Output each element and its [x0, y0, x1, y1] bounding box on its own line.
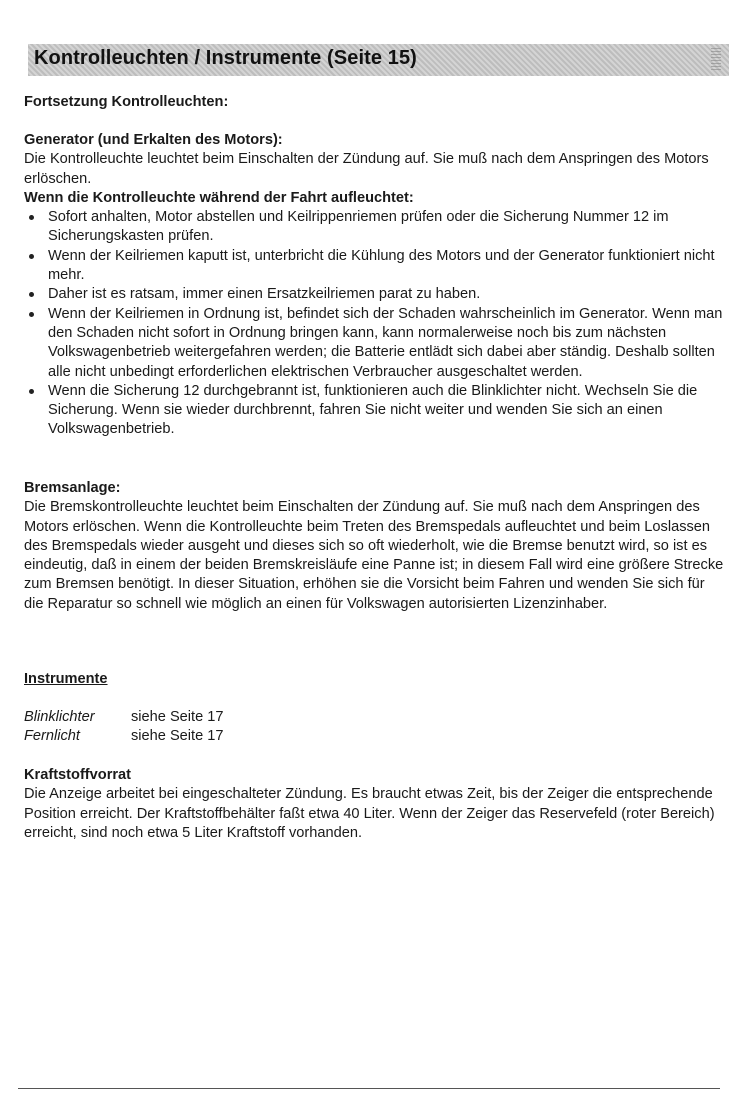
list-item — [24, 247, 724, 286]
list-item-text: Daher ist es ratsam, immer einen Ersatzkeilriemen parat zu haben. — [48, 286, 481, 303]
generator-section — [24, 131, 724, 440]
generator-subheading: Wenn die Kontrolleuchte während der Fahrt aufleuchtet: — [24, 189, 414, 206]
ref-row-blinklichter — [24, 708, 724, 727]
list-item-text: Wenn die Sicherung 12 durchgebrannt ist, funktionieren auch die Blinklichter nicht. Wechseln Sie die Sicherung. Wenn sie wieder durchbrennt, fahren Sie nicht weiter und wenden Sie sich an einen Volkswagenbetrieb. — [48, 382, 698, 438]
generator-heading: Generator (und Erkalten des Motors): — [24, 132, 283, 148]
brakes-text: Die Bremskontrolleuchte leuchtet beim Einschalten der Zündung auf. Sie muß nach dem Anspringen des Motors erlöschen. Wenn die Kontrolleuchte beim Treten des Bremspedals aufleuchtet und beim Loslassen des Bremspedals wieder ausgeht und dieses sich so oft wiederholt, wie die Bremse benutzt wird, so ist es eindeutig, daß in einem der beiden Bremskreisläufe eine Panne ist; in diesem Fall wird eine größere Strecke zum Bremsen benötigt. In dieser Situation, erhöhen sie die Vorsicht beim Fahren und wenden Sie sich für die Reparatur so schnell wie möglich an einen für Volkswagen autorisierten Lizenzinhaber. — [24, 499, 724, 612]
ref-label: Blinklichter — [24, 709, 95, 725]
list-item-text: Wenn der Keilriemen kaputt ist, unterbricht die Kühlung des Motors und der Generator funktioniert nicht mehr. — [48, 247, 715, 284]
ref-label: Fernlicht — [24, 728, 80, 745]
generator-bullet-list — [24, 208, 724, 440]
list-item — [24, 208, 724, 247]
ref-row-fernlicht — [24, 727, 724, 746]
bullet-icon — [29, 254, 34, 259]
bullet-icon — [29, 389, 34, 394]
bullet-icon — [29, 312, 34, 317]
list-item — [24, 305, 724, 382]
brakes-heading: Bremsanlage: — [24, 480, 121, 496]
footer-divider — [18, 1088, 720, 1089]
continuation-heading: Fortsetzung Kontrolleuchten: — [24, 94, 229, 110]
bullet-icon — [29, 292, 34, 297]
fuel-heading: Kraftstoffvorrat — [24, 767, 132, 783]
list-item — [24, 382, 724, 440]
list-item-text: Wenn der Keilriemen in Ordnung ist, befindet sich der Schaden wahrscheinlich im Generator. Wenn man den Schaden nicht sofort in Ordnung bringen kann, kann normalerweise noch bis zum nächsten Volkswagenbetrieb weitergefahren werden; die Batterie entlädt sich dabei aber ständig. Deshalb sollten alle nicht unbedingt erforderlichen elektrischen Verbraucher ausgeschaltet werden. — [48, 305, 723, 380]
fuel-text: Die Anzeige arbeitet bei eingeschalteter Zündung. Es braucht etwas Zeit, bis der Zeiger die entsprechende Position erreicht. Der Kraftstoffbehälter faßt etwa 40 Liter. Wenn der Zeiger das Reservefeld (roter Bereich) erreicht, sind noch etwa 5 Liter Kraftstoff vorhanden. — [24, 786, 715, 841]
list-item — [24, 285, 724, 304]
instruments-refs — [24, 708, 724, 747]
list-item-text: Sofort anhalten, Motor abstellen und Keilrippenriemen prüfen oder die Sicherung Nummer 12 im Sicherungskasten prüfen. — [48, 209, 669, 245]
page-title: Kontrolleuchten / Instrumente (Seite 15) — [34, 47, 417, 69]
generator-text: Die Kontrolleuchte leuchtet beim Einschalten der Zündung auf. Sie muß nach dem Anspringen des Motors erlöschen. — [24, 151, 709, 187]
ref-value: siehe Seite 17 — [131, 728, 224, 745]
instruments-heading: Instrumente — [24, 671, 108, 687]
title-bar — [28, 44, 729, 76]
bullet-icon — [29, 215, 34, 220]
fuel-section — [24, 766, 724, 843]
brakes-section — [24, 479, 724, 614]
ref-value: siehe Seite 17 — [131, 709, 224, 725]
